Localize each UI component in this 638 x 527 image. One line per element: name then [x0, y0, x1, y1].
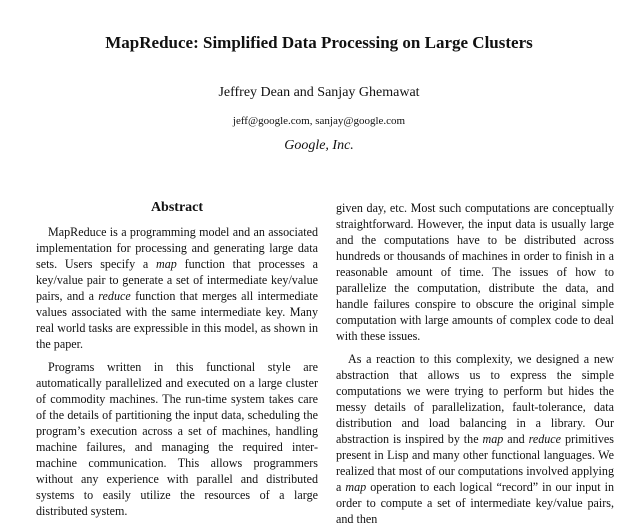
paragraph-text: primitives present in Lisp and many other functional languages. We realized that most of our computations involved applying a	[336, 432, 614, 494]
abstract-paragraph	[36, 224, 318, 352]
italic-term: reduce	[98, 289, 131, 303]
author-emails: jeff@google.com, sanjay@google.com	[232, 115, 406, 127]
abstract-heading: Abstract	[150, 200, 204, 215]
paragraph-text: operation to each logical “record” in our input in order to compute a set of intermediate key/value pairs, and then	[336, 480, 614, 526]
intro-paragraph	[336, 200, 614, 344]
intro-paragraph	[336, 351, 614, 527]
italic-term: map	[156, 257, 177, 271]
introduction-body	[336, 200, 614, 527]
right-column	[336, 200, 614, 527]
paragraph-text: given day, etc. Most such computations are conceptually straightforward. However, the input data is usually large and the computations have to be distributed across hundreds or thousands of machines in order to finish in a reasonable amount of time. The issues of how to parallelize the computation, distribute the data, and handle failures conspire to obscure the original simple computation with large amounts of complex code to deal with these issues.	[336, 201, 614, 343]
paragraph-text: function that merges all intermediate values associated with the same intermediate key. Many real world tasks are expressible in this model, as shown in the paper.	[36, 289, 318, 351]
paragraph-text: function that processes a key/value pair to generate a set of intermediate key/value pairs, and a	[36, 257, 319, 303]
left-column	[36, 200, 318, 519]
paragraph-text: MapReduce is a programming model and an associated implementation for processing and generating large data sets. Users specify a	[36, 225, 318, 271]
abstract-body	[36, 224, 318, 519]
italic-term: map	[345, 480, 367, 494]
paragraph-text: As a reaction to this complexity, we designed a new abstraction that allows us to express the simple computations we were trying to perform but hides the messy details of parallelization, fault-tolerance, data distribution and load balancing in a library. Our abstraction is inspired by the	[336, 352, 614, 446]
abstract-paragraph	[36, 359, 318, 519]
italic-term: reduce	[528, 432, 562, 446]
author-affiliation: Google, Inc.	[284, 138, 354, 153]
author-names: Jeffrey Dean and Sanjay Ghemawat	[218, 85, 420, 100]
paragraph-text: and	[503, 432, 529, 446]
paper-title: MapReduce: Simplified Data Processing on Large Clusters	[105, 33, 533, 52]
italic-term: map	[482, 432, 504, 446]
paragraph-text: Programs written in this functional style are automatically parallelized and executed on a large cluster of commodity machines. The run-time system takes care of the details of partitioning the input data, scheduling the program’s execution across a set of machines, handling machine failures, and managing the required inter-machine communication. This allows programmers without any experience with parallel and distributed systems to easily utilize the resources of a large distributed system.	[36, 360, 318, 518]
